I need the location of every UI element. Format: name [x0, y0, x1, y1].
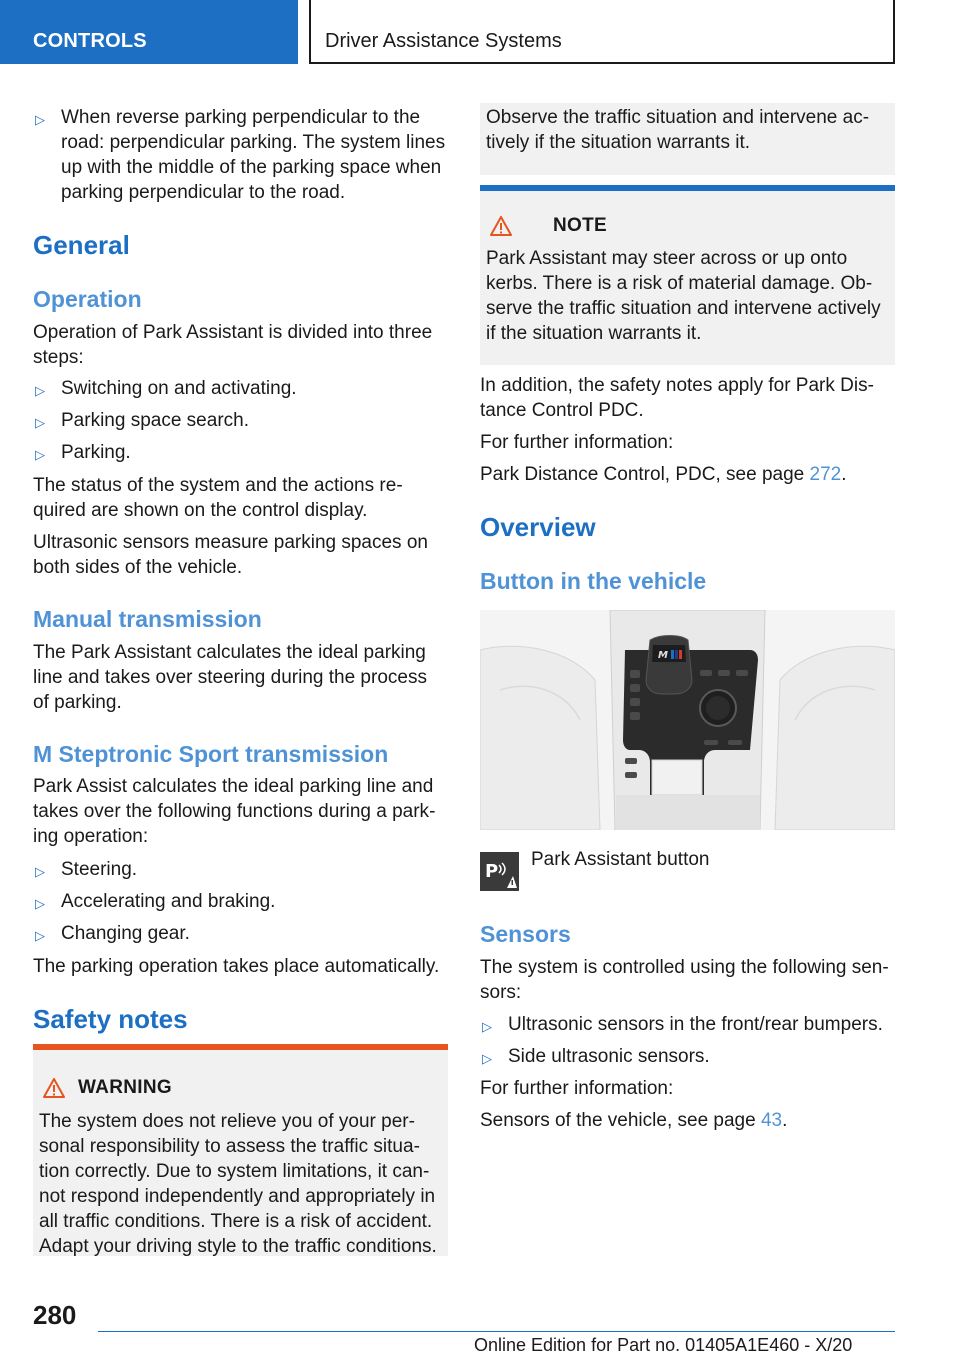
pdc-reference — [480, 462, 895, 487]
operation-step: Parking. — [61, 442, 131, 463]
note-text: Park Assistant may steer across or up onto kerbs. There is a risk of material damage. Observe the traffic situation and intervene actively if the situation warrants it. — [486, 248, 881, 344]
sensor-item: Side ultrasonic sensors. — [508, 1046, 710, 1067]
warning-triangle-icon — [43, 1078, 65, 1098]
manual-transmission-heading: Manual transmission — [33, 606, 262, 632]
sensors-text: The system is controlled using the following sensors: — [480, 957, 889, 1003]
page-number: 280 — [33, 1300, 77, 1330]
addition-text: In addition, the safety notes apply for Park Distance Control PDC. — [480, 375, 874, 421]
list-item — [480, 1044, 895, 1069]
steptronic-item: Accelerating and braking. — [61, 891, 276, 912]
svg-text:M: M — [658, 650, 668, 661]
bullet-triangle-icon: ▷ — [35, 447, 45, 462]
chapter-header — [311, 0, 895, 64]
park-assistant-button-label: Park Assistant button — [531, 849, 710, 870]
bullet-triangle-icon: ▷ — [35, 112, 45, 127]
bullet-triangle-icon: ▷ — [35, 896, 45, 911]
button-heading: Button in the vehicle — [480, 568, 707, 594]
sensors-reference — [480, 1108, 895, 1133]
list-item — [33, 889, 448, 914]
sensor-item: Ultrasonic sensors in the front/rear bumpers. — [508, 1014, 883, 1035]
footer-divider — [98, 1331, 895, 1332]
center-console-image — [480, 610, 895, 830]
park-assistant-symbol-icon — [480, 852, 519, 891]
steptronic-text: Park Assist calculates the ideal parking line and takes over the following functions during a parking operation: — [33, 776, 436, 847]
edition-info: Online Edition for Part no. 01405A1E460 - X/20 — [474, 1335, 853, 1355]
intro-bullet-text: When reverse parking perpendicular to the road: perpendicular parking. The system lines up with the middle of the parking space when parking perpendicular to the road. — [61, 107, 446, 203]
chapter-title: Driver Assistance Systems — [325, 30, 562, 52]
steptronic-heading: M Steptronic Sport transmission — [33, 741, 389, 767]
park-assistant-icon — [480, 852, 519, 891]
ultrasonic-text: Ultrasonic sensors measure parking spaces on both sides of the vehicle. — [33, 532, 428, 578]
sensors-page-link[interactable]: 43 — [760, 1110, 783, 1131]
list-item — [33, 857, 448, 882]
overview-heading: Overview — [480, 512, 596, 542]
sensors-reference-text: Sensors of the vehicle, see page — [480, 1110, 761, 1131]
list-item — [33, 921, 448, 946]
list-item — [33, 408, 448, 433]
reference-period: . — [782, 1110, 788, 1131]
bullet-triangle-icon: ▷ — [35, 928, 45, 943]
warning-title: WARNING — [78, 1077, 172, 1098]
operation-step: Parking space search. — [61, 410, 249, 431]
operation-text: Operation of Park Assistant is divided into three steps: — [33, 322, 433, 368]
list-item — [33, 376, 448, 401]
further-info-label: For further information: — [480, 432, 674, 453]
pdc-reference-text: Park Distance Control, PDC, see page — [480, 464, 810, 485]
note-box — [480, 185, 895, 365]
further-info-label: For further information: — [480, 1078, 674, 1099]
bullet-triangle-icon: ▷ — [35, 383, 45, 398]
bullet-triangle-icon: ▷ — [35, 415, 45, 430]
section-title: CONTROLS — [33, 30, 147, 52]
warning-continuation-box — [480, 103, 895, 175]
bullet-triangle-icon: ▷ — [482, 1051, 492, 1066]
list-item — [33, 440, 448, 465]
warning-continuation-text: Observe the traffic situation and intervene actively if the situation warrants it. — [486, 107, 870, 153]
pdc-page-link[interactable]: 272 — [809, 464, 842, 485]
bullet-triangle-icon: ▷ — [35, 864, 45, 879]
list-item — [33, 105, 448, 205]
automatic-text: The parking operation takes place automatically. — [33, 956, 440, 977]
sensors-heading: Sensors — [480, 921, 571, 947]
operation-step: Switching on and activating. — [61, 378, 297, 399]
operation-heading: Operation — [33, 286, 142, 312]
section-tab[interactable] — [0, 0, 298, 64]
list-item — [480, 1012, 895, 1037]
note-title: NOTE — [553, 215, 607, 236]
steptronic-item: Steering. — [61, 859, 138, 880]
safety-notes-heading: Safety notes — [33, 1004, 188, 1034]
reference-period: . — [841, 464, 847, 485]
caution-triangle-icon — [490, 216, 512, 236]
steptronic-item: Changing gear. — [61, 923, 190, 944]
status-text: The status of the system and the actions required are shown on the control display. — [33, 475, 403, 521]
warning-box — [33, 1044, 448, 1256]
manual-transmission-text: The Park Assistant calculates the ideal parking line and takes over steering during the process of parking. — [33, 642, 427, 713]
general-heading: General — [33, 230, 130, 260]
center-console-illustration — [480, 610, 895, 830]
svg-text:P: P — [485, 861, 499, 882]
bullet-triangle-icon: ▷ — [482, 1019, 492, 1034]
warning-text: The system does not relieve you of your personal responsibility to assess the traffic situation correctly. Due to system limitations, it cannot respond independently and appropriately in all traffic conditions. There is a risk of accident. Adapt your driving style to the traffic conditions. — [39, 1111, 437, 1257]
